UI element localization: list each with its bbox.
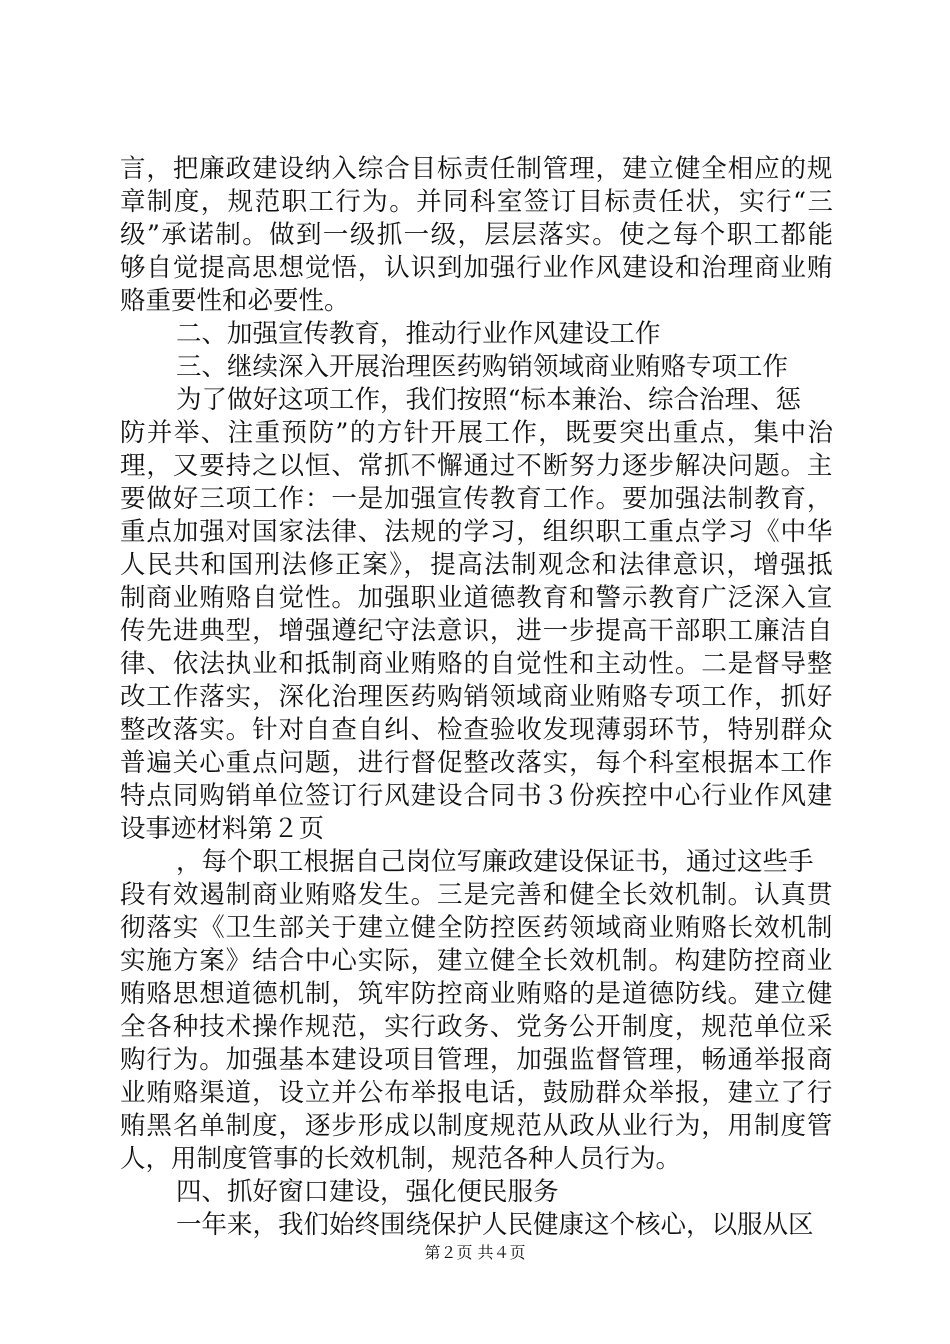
- text-line: 为了做好这项工作，我们按照“标本兼治、综合治理、惩: [176, 385, 802, 415]
- text-line: 赂重要性和必要性。: [120, 286, 350, 316]
- text-line: 彻落实《卫生部关于建立健全防控医药领域商业贿赂长效机制: [120, 913, 834, 943]
- text-line: 普遍关心重点问题，进行督促整改落实，每个科室根据本工作: [120, 748, 834, 778]
- text-line: 段有效遏制商业贿赂发生。三是完善和健全长效机制。认真贯: [120, 880, 834, 910]
- text-line: 特点同购销单位签订行风建设合同书３份疾控中心行业作风建: [120, 781, 834, 811]
- text-line: 要做好三项工作：一是加强宣传教育工作。要加强法制教育，: [120, 484, 834, 514]
- text-line: 够自觉提高思想觉悟，认识到加强行业作风建设和治理商业贿: [120, 253, 834, 283]
- text-line: 实施方案》结合中心实际，建立健全长效机制。构建防控商业: [120, 946, 834, 976]
- text-line: 全各种技术操作规范，实行政务、党务公开制度，规范单位采: [120, 1012, 834, 1042]
- text-line: 防并举、注重预防”的方针开展工作，既要突出重点，集中治: [120, 418, 835, 448]
- text-line: 一年来，我们始终围绕保护人民健康这个核心，以服从区: [176, 1210, 814, 1240]
- section-heading: 四、抓好窗口建设，强化便民服务: [176, 1177, 559, 1207]
- text-line: 律、依法执业和抵制商业贿赂的自觉性和主动性。二是督导整: [120, 649, 834, 679]
- section-heading: 二、加强宣传教育，推动行业作风建设工作: [176, 319, 661, 349]
- text-line: 业贿赂渠道，设立并公布举报电话，鼓励群众举报，建立了行: [120, 1078, 834, 1108]
- text-line: 重点加强对国家法律、法规的学习，组织职工重点学习《中华: [120, 517, 834, 547]
- page-footer: 第２页 共４页: [424, 1243, 526, 1262]
- text-line: 言，把廉政建设纳入综合目标责任制管理，建立健全相应的规: [120, 154, 834, 184]
- text-line: 传先进典型，增强遵纪守法意识，进一步提高干部职工廉洁自: [120, 616, 834, 646]
- text-line: 整改落实。针对自查自纠、检查验收发现薄弱环节，特别群众: [120, 715, 834, 745]
- text-line: 贿黑名单制度，逐步形成以制度规范从政从业行为，用制度管: [120, 1111, 834, 1141]
- text-line: 章制度，规范职工行为。并同科室签订目标责任状，实行“三: [120, 187, 835, 217]
- text-line: 购行为。加强基本建设项目管理，加强监督管理，畅通举报商: [120, 1045, 834, 1075]
- text-line: 设事迹材料第２页: [120, 814, 325, 844]
- text-line: 改工作落实，深化治理医药购销领域商业贿赂专项工作，抓好: [120, 682, 834, 712]
- text-line: ，每个职工根据自己岗位写廉政建设保证书，通过这些手: [176, 847, 814, 877]
- text-line: 理，又要持之以恒、常抓不懈通过不断努力逐步解决问题。主: [120, 451, 834, 481]
- text-line: 制商业贿赂自觉性。加强职业道德教育和警示教育广泛深入宣: [120, 583, 834, 613]
- text-line: 级”承诺制。做到一级抓一级，层层落实。使之每个职工都能: [120, 220, 835, 250]
- text-line: 人，用制度管事的长效机制，规范各种人员行为。: [120, 1144, 682, 1174]
- text-line: 人民共和国刑法修正案》，提高法制观念和法律意识，增强抵: [120, 550, 835, 580]
- section-heading: 三、继续深入开展治理医药购销领域商业贿赂专项工作: [176, 352, 789, 382]
- text-line: 贿赂思想道德机制，筑牢防控商业贿赂的是道德防线。建立健: [120, 979, 834, 1009]
